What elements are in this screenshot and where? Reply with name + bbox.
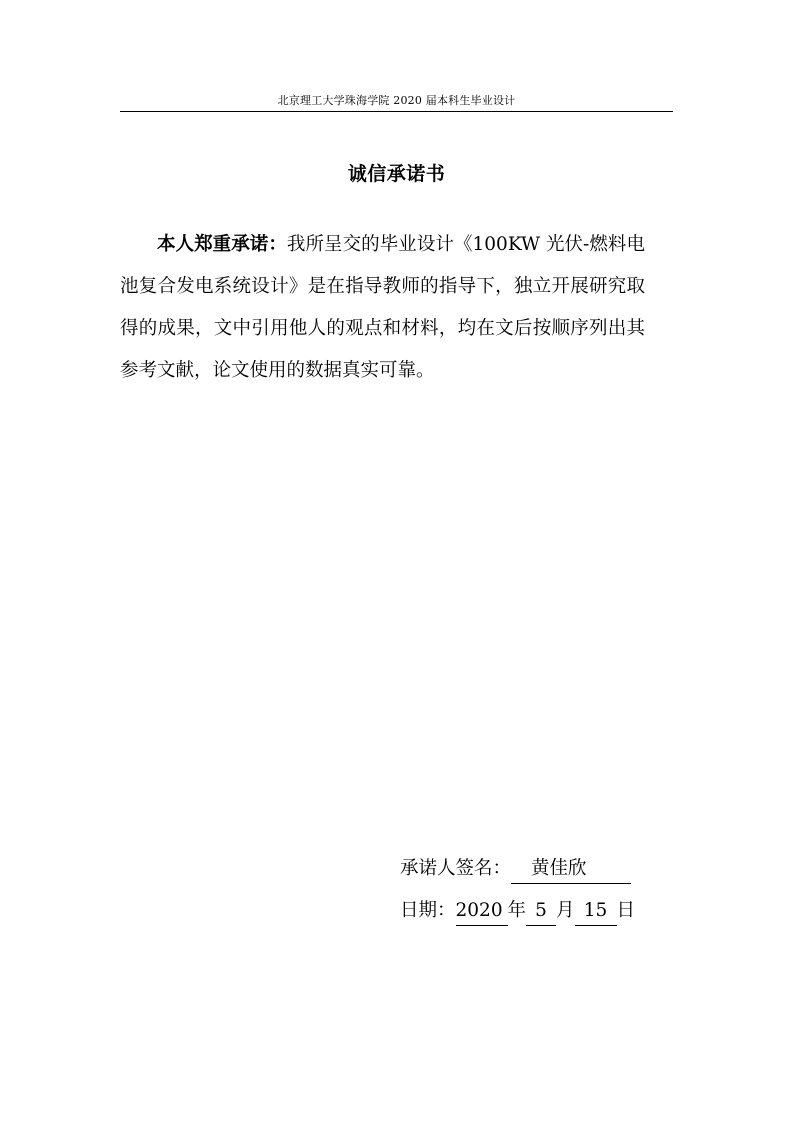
date-month: 5 bbox=[526, 897, 556, 926]
date-month-unit: 月 bbox=[556, 900, 575, 921]
page-header bbox=[120, 93, 673, 112]
date-year-unit: 年 bbox=[507, 900, 527, 921]
signature-line bbox=[400, 848, 660, 890]
document-title: 诚信承诺书 bbox=[347, 163, 446, 185]
pledge-body: 我所呈交的毕业设计《100KW 光伏-燃料电池复合发电系统设计》是在指导教师的指导下，独立开展研究取得的成果，文中引用他人的观点和材料，均在文后按顺序列出其参考文献，论文使用的数据真实可靠。 bbox=[120, 234, 645, 381]
date-label: 日期： bbox=[400, 900, 456, 921]
date-day-unit: 日 bbox=[616, 900, 636, 921]
date-line bbox=[400, 890, 660, 932]
signature-name: 黄佳欣 bbox=[511, 855, 631, 884]
pledge-lead: 本人郑重承诺： bbox=[157, 234, 287, 255]
date-day: 15 bbox=[575, 897, 617, 926]
pledge-paragraph bbox=[120, 224, 645, 392]
signature-label: 承诺人签名： bbox=[400, 858, 512, 879]
header-text: 北京理工大学珠海学院 2020 届本科生毕业设计 bbox=[277, 94, 516, 107]
signature-block bbox=[400, 848, 660, 932]
date-year: 2020 bbox=[456, 897, 508, 926]
